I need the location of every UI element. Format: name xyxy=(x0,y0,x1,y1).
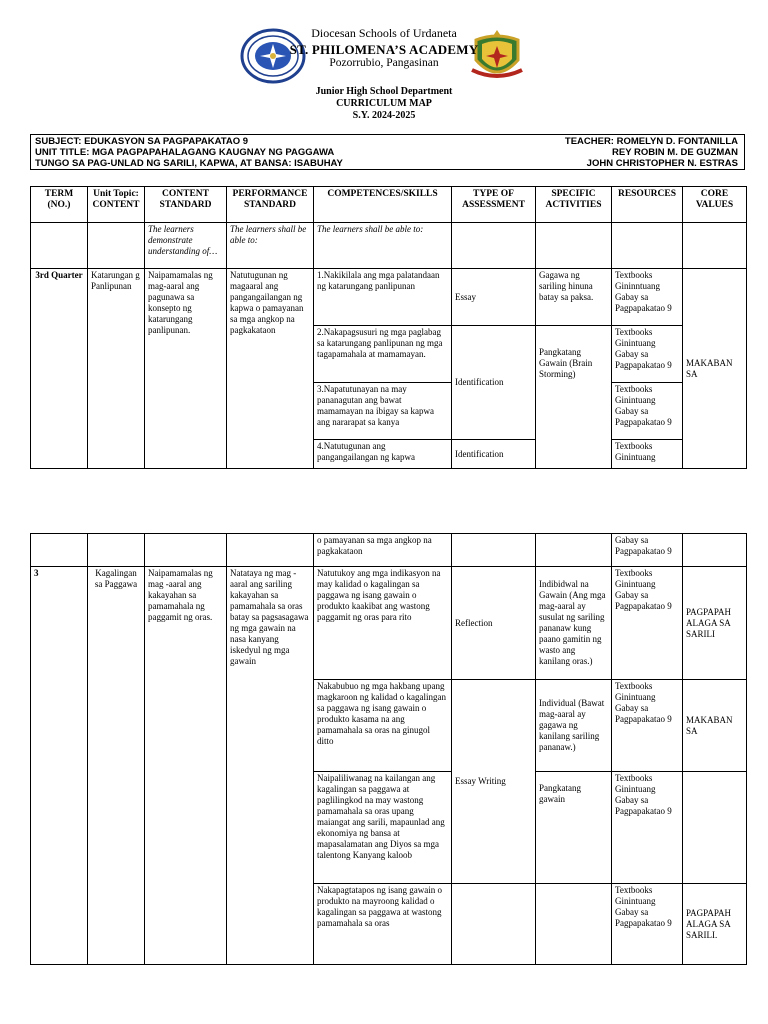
subject-line: SUBJECT: EDUKASYON SA PAGPAPAKATAO 9 xyxy=(35,136,249,147)
department-name: Junior High School Department xyxy=(315,86,453,97)
header-core-values: CORE VALUES xyxy=(683,187,747,223)
teacher-3: JOHN CHRISTOPHER N. ESTRAS xyxy=(586,158,738,169)
competence-cell: Natutukoy ang mga indikasyon na may kalidad o kagalingan sa paggawa ng isang gawain o produkto kaakibat ang wastong paggamit ng oras para rito xyxy=(314,567,452,680)
resource-cell: Textbooks Ginintuang Gabay sa Pagpapakatao 9 xyxy=(612,383,683,440)
empty-cell xyxy=(145,534,227,567)
subheader-empty xyxy=(31,223,88,269)
performance-standard-cell: Natataya ng mag -aaral ang sariling kakayahan sa pamamahala sa oras batay sa pagsasagawa ng mga gawain na nasa kanyang iskedyul ng mga gawain xyxy=(227,567,314,965)
school-year: S.Y. 2024-2025 xyxy=(352,110,416,121)
resource-cell: Gabay sa Pagpapakatao 9 xyxy=(612,534,683,567)
term-cell: 3rd Quarter xyxy=(31,269,88,469)
subheader-performance: The learners shall be able to: xyxy=(227,223,314,269)
activity-cell: Individual (Bawat mag-aaral ay gagawa ng kanilang sariling pananaw.) xyxy=(536,680,612,772)
header-resources: RESOURCES xyxy=(612,187,683,223)
empty-cell xyxy=(31,534,88,567)
competence-cell: 3.Napatutunayan na may pananagutan ang bawat mamamayan na ibigay sa kapwa ang nararapat sa kanya xyxy=(314,383,452,440)
header-topic: Unit Topic: CONTENT xyxy=(88,187,145,223)
header-content-standard: CONTENT STANDARD xyxy=(145,187,227,223)
assessment-cell: Identification xyxy=(452,326,536,440)
competence-cell: Nakabubuo ng mga hakbang upang magkaroon ng kalidad o kagalingan sa paggawa ng isang gawain o produkto kasama na ang pamamahala sa oras na ginugol ditto xyxy=(314,680,452,772)
term-cell: 3 xyxy=(31,567,88,965)
empty-cell xyxy=(536,534,612,567)
performance-standard-cell: Natutugunan ng magaaral ang pangangailangan ng kapwa o pamayanan sa mga angkop na pagkakataon xyxy=(227,269,314,469)
school-location: Pozorrubio, Pangasinan xyxy=(329,57,439,69)
empty-cell xyxy=(88,534,145,567)
activity-cell xyxy=(536,326,612,469)
subheader-competences: The learners shall be able to: xyxy=(314,223,452,269)
subheader-content: The learners demonstrate understanding of… xyxy=(145,223,227,269)
competence-cell: Nakapagtatapos ng isang gawain o produkto na mayroong kalidad o kagalingan sa paggawa at wastong pamamahala sa oras xyxy=(314,884,452,965)
header-term: TERM (NO.) xyxy=(31,187,88,223)
content-standard-cell: Naipamamalas ng mag-aaral ang pagunawa sa konsepto ng katarungang panlipunan. xyxy=(145,269,227,469)
resource-cell: Textbooks Ginintuang Gabay sa Pagpapakatao 9 xyxy=(612,567,683,680)
activity-text: Pangkatang gawain xyxy=(539,783,581,804)
curriculum-map-table-2 xyxy=(30,533,747,965)
competence-cell: 1.Nakikilala ang mga palatandaan ng katarungang panlipunan xyxy=(314,269,452,326)
empty-cell xyxy=(683,772,747,884)
assessment-cell: Identification xyxy=(452,440,536,469)
competence-cell: o pamayanan sa mga angkop na pagkakataon xyxy=(314,534,452,567)
competence-cell: 2.Nakapagsusuri ng mga paglabag sa katarungang panlipunan ng mga tagapamahala at mamamayan. xyxy=(314,326,452,383)
document-title: CURRICULUM MAP xyxy=(336,98,432,109)
empty-cell xyxy=(683,534,747,567)
activity-text: Pangkatang Gawain (Brain Storming) xyxy=(539,347,593,379)
resource-cell: Textbooks Ginintuang Gabay sa Pagpapakatao 9 xyxy=(612,772,683,884)
empty-cell xyxy=(536,884,612,965)
header-activities: SPECIFIC ACTIVITIES xyxy=(536,187,612,223)
teacher-1: TEACHER: ROMELYN D. FONTANILLA xyxy=(564,136,738,147)
header-competences: COMPETENCES/SKILLS xyxy=(314,187,452,223)
subject-info-box xyxy=(30,134,745,170)
subheader-empty xyxy=(452,223,536,269)
subheader-empty xyxy=(536,223,612,269)
topic-cell: Kagalingan sa Paggawa xyxy=(88,567,145,965)
empty-cell xyxy=(452,534,536,567)
core-value-cell: MAKABAN SA xyxy=(683,680,747,772)
activity-cell: Gagawa ng sariling hinuna batay sa paksa. xyxy=(536,269,612,326)
core-value-cell: PAGPAPAH ALAGA SA SARILI. xyxy=(683,884,747,965)
header-performance-standard: PERFORMANCE STANDARD xyxy=(227,187,314,223)
subheader-empty xyxy=(88,223,145,269)
competence-cell: 4.Natutugunan ang pangangailangan ng kapwa xyxy=(314,440,452,469)
content-standard-cell: Naipamamalas ng mag -aaral ang kakayahan sa pamamahala ng paggamit ng oras. xyxy=(145,567,227,965)
unit-title-line-2: TUNGO SA PAG-UNLAD NG SARILI, KAPWA, AT BANSA: ISABUHAY xyxy=(35,158,343,169)
curriculum-map-table-1 xyxy=(30,186,747,469)
topic-cell: Katarungan g Panlipunan xyxy=(88,269,145,469)
resource-cell: Textbooks Ginintuang Gabay sa Pagpapakatao 9 xyxy=(612,680,683,772)
resource-cell: Textbooks Ginintuang Gabay sa Pagpapakatao 9 xyxy=(612,884,683,965)
resource-cell: Textbooks Ginintuang xyxy=(612,440,683,469)
activity-cell: Indibidwal na Gawain (Ang mga mag-aaral ay susulat ng sariling pananaw kung paano gamitin ng wasto ang kanilang oras.) xyxy=(536,567,612,680)
header-assessment: TYPE OF ASSESSMENT xyxy=(452,187,536,223)
subheader-empty xyxy=(612,223,683,269)
assessment-cell: Essay Writing xyxy=(452,680,536,884)
subheader-empty xyxy=(683,223,747,269)
activity-cell xyxy=(536,772,612,884)
resource-cell: Textbooks Gininntuang Gabay sa Pagpapakatao 9 xyxy=(612,269,683,326)
core-value-cell: MAKABAN SA xyxy=(683,269,747,469)
assessment-cell: Essay xyxy=(452,269,536,326)
empty-cell xyxy=(452,884,536,965)
assessment-cell: Reflection xyxy=(452,567,536,680)
core-value-cell: PAGPAPAH ALAGA SA SARILI xyxy=(683,567,747,680)
competence-cell: Naipaliliwanag na kailangan ang kagalingan sa paggawa at paglilingkod na may wastong pamamahala sa oras upang maiangat ang sarili, mapaunlad ang ekonomiya ng bansa at mapasalamatan ang Diyos sa mga talentong Kanyang kaloob xyxy=(314,772,452,884)
teacher-2: REY ROBIN M. DE GUZMAN xyxy=(612,147,738,158)
empty-cell xyxy=(227,534,314,567)
resource-cell: Textbooks Ginintuang Gabay sa Pagpapakatao 9 xyxy=(612,326,683,383)
diocese-name: Diocesan Schools of Urdaneta xyxy=(311,26,457,40)
school-name: ST. PHILOMENA’S ACADEMY xyxy=(289,42,479,57)
unit-title-line: UNIT TITLE: MGA PAGPAPAHALAGANG KAUGNAY NG PAGGAWA xyxy=(35,147,335,158)
